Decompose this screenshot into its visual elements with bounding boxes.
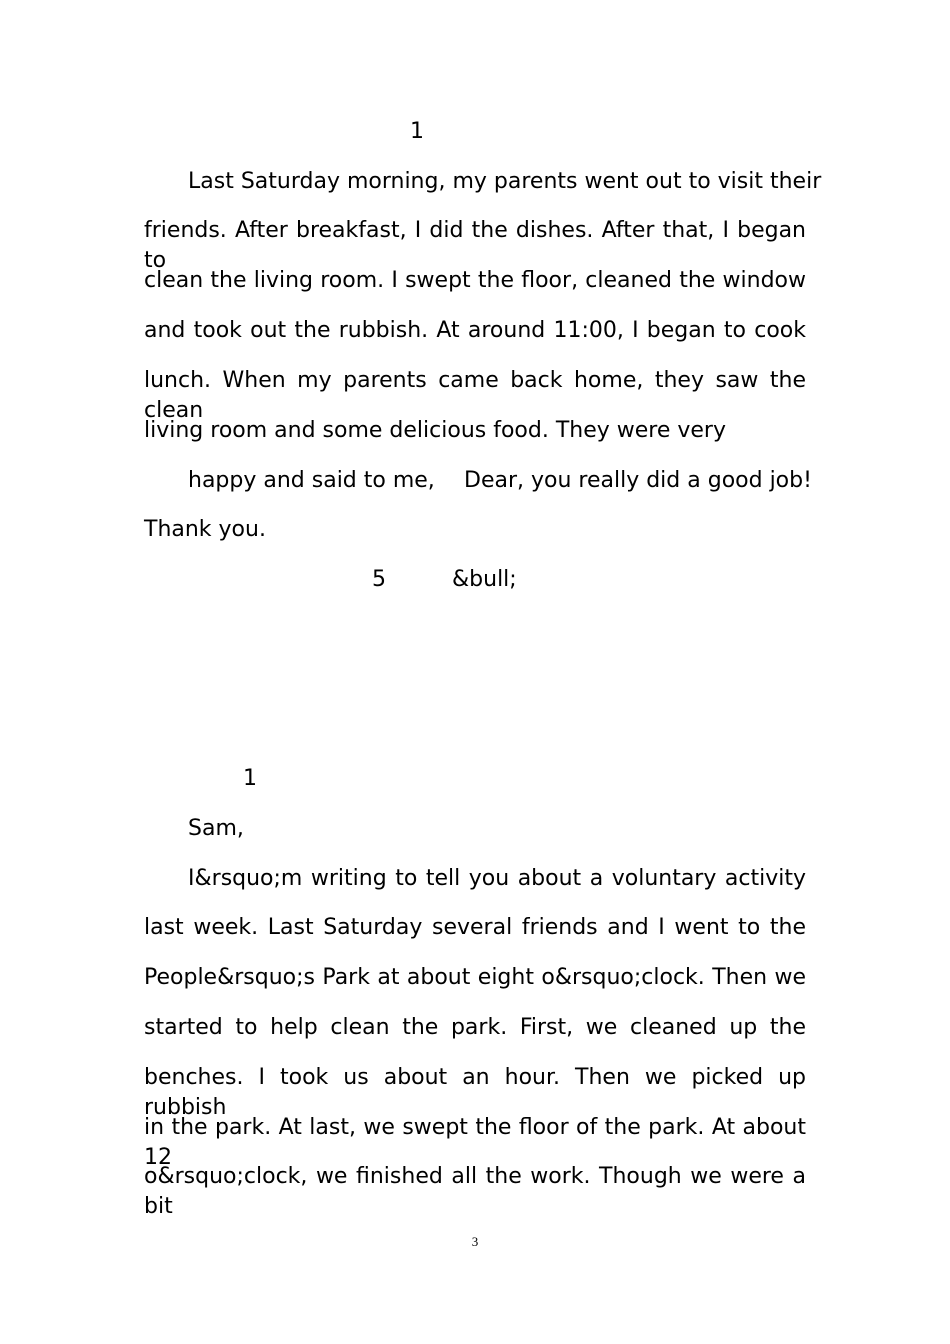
section1-line-4: and took out the rubbish. At around 11:00, I began to cook <box>144 318 806 343</box>
section2-heading: 1 <box>243 766 257 791</box>
section2-line-1: I&rsquo;m writing to tell you about a voluntary activity <box>188 866 806 891</box>
section1-heading: 1 <box>410 119 424 144</box>
section2-line-4: started to help clean the park. First, we cleaned up the <box>144 1015 806 1040</box>
section1-score-number: 5 <box>372 567 386 592</box>
section1-line-6: living room and some delicious food. They were very <box>144 418 727 443</box>
section1-quote-right: Dear, you really did a good job! <box>464 468 812 493</box>
page-number: 3 <box>471 1234 479 1249</box>
section1-score-bullet: &bull; <box>452 567 517 592</box>
section1-line-2: friends. After breakfast, I did the dishes. After that, I began to <box>144 218 806 273</box>
section2-greeting: Sam, <box>188 816 244 841</box>
section2-line-6: in the park. At last, we swept the floor of the park. At about 12 <box>144 1115 806 1170</box>
section2-line-3: People&rsquo;s Park at about eight o&rsquo;clock. Then we <box>144 965 806 990</box>
section1-closing: Thank you. <box>144 517 266 542</box>
section2-line-5: benches. I took us about an hour. Then we picked up rubbish <box>144 1065 806 1120</box>
section2-line-7: o&rsquo;clock, we finished all the work. Though we were a bit <box>144 1164 806 1219</box>
section1-quote-left: happy and said to me, <box>188 468 435 493</box>
section1-line-3: clean the living room. I swept the floor, cleaned the window <box>144 268 806 293</box>
section1-line-5: lunch. When my parents came back home, they saw the clean <box>144 368 806 423</box>
section2-line-2: last week. Last Saturday several friends and I went to the <box>144 915 806 940</box>
section1-line-1: Last Saturday morning, my parents went out to visit their <box>188 169 822 194</box>
